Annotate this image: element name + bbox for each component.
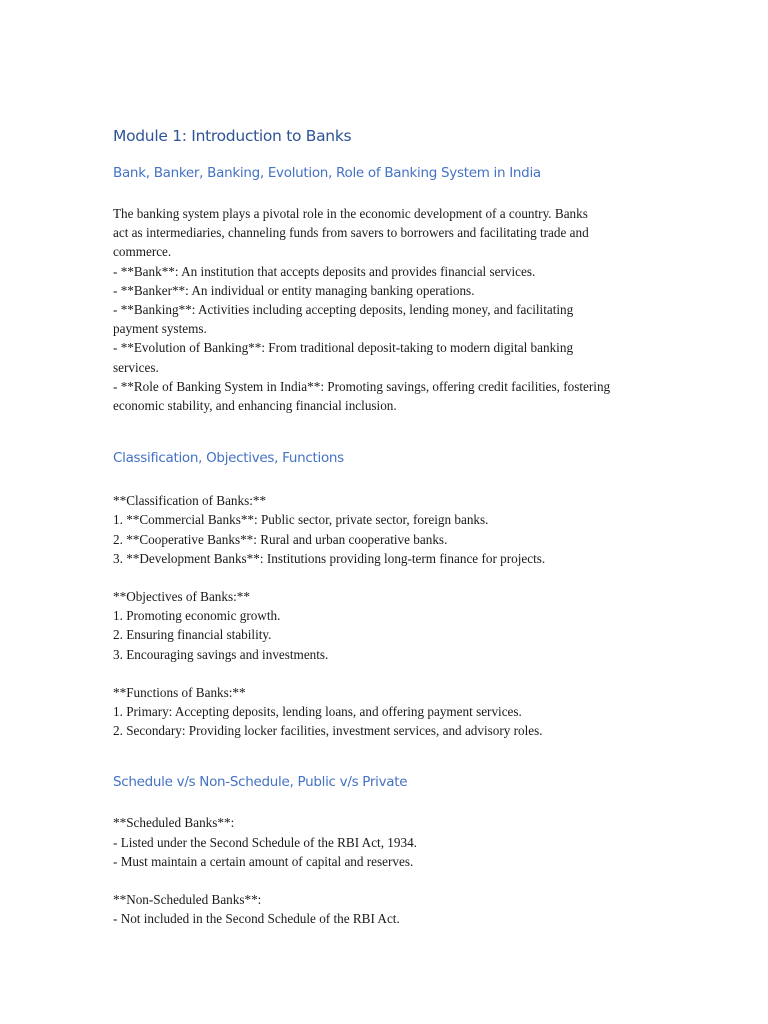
list-heading: **Scheduled Banks**: [113, 815, 235, 831]
list-item: 2. Ensuring financial stability. [113, 627, 272, 643]
text-line: payment systems. [113, 321, 207, 337]
text-line: - **Bank**: An institution that accepts deposits and provides financial services. [113, 263, 536, 279]
list-item: 3. Encouraging savings and investments. [113, 646, 329, 662]
list-heading: **Objectives of Banks:** [113, 589, 250, 605]
text-line: - **Banking**: Activities including accepting deposits, lending money, and facilitating [113, 302, 574, 318]
list-heading: **Classification of Banks:** [113, 493, 267, 509]
text-line: commerce. [113, 244, 172, 260]
module-title: Module 1: Introduction to Banks [113, 127, 352, 145]
text-line: - **Banker**: An individual or entity managing banking operations. [113, 282, 475, 298]
list-item: 2. **Cooperative Banks**: Rural and urban cooperative banks. [113, 531, 448, 547]
list-item: 2. Secondary: Providing locker facilities, investment services, and advisory roles. [113, 723, 543, 739]
text-line: - **Role of Banking System in India**: Promoting savings, offering credit facilities, fostering [113, 378, 611, 394]
list-heading: **Functions of Banks:** [113, 684, 246, 700]
list-item: - Listed under the Second Schedule of the RBI Act, 1934. [113, 834, 417, 850]
document-content [113, 126, 658, 928]
scheduled-banks-list [113, 813, 658, 871]
objectives-list [113, 587, 658, 664]
list-item: 1. Promoting economic growth. [113, 608, 281, 624]
banking-intro-paragraph [113, 204, 658, 415]
text-line: services. [113, 359, 159, 375]
classification-list [113, 491, 658, 568]
text-line: - **Evolution of Banking**: From traditional deposit-taking to modern digital banking [113, 340, 574, 356]
section-heading-classification: Classification, Objectives, Functions [113, 450, 344, 467]
list-heading: **Non-Scheduled Banks**: [113, 892, 262, 908]
section-heading-schedule: Schedule v/s Non-Schedule, Public v/s Private [113, 774, 408, 791]
non-scheduled-banks-list [113, 890, 658, 928]
text-line: economic stability, and enhancing financial inclusion. [113, 398, 397, 414]
list-item: 1. **Commercial Banks**: Public sector, private sector, foreign banks. [113, 512, 489, 528]
list-item: 3. **Development Banks**: Institutions providing long-term finance for projects. [113, 550, 546, 566]
text-line: The banking system plays a pivotal role in the economic development of a country. Banks [113, 206, 588, 221]
list-item: - Must maintain a certain amount of capital and reserves. [113, 853, 414, 869]
list-item: 1. Primary: Accepting deposits, lending loans, and offering payment services. [113, 704, 522, 720]
text-line: act as intermediaries, channeling funds from savers to borrowers and facilitating trade and [113, 225, 589, 241]
section-heading-banking-intro: Bank, Banker, Banking, Evolution, Role of Banking System in India [113, 165, 541, 181]
functions-list [113, 683, 658, 741]
list-item: - Not included in the Second Schedule of the RBI Act. [113, 911, 400, 927]
